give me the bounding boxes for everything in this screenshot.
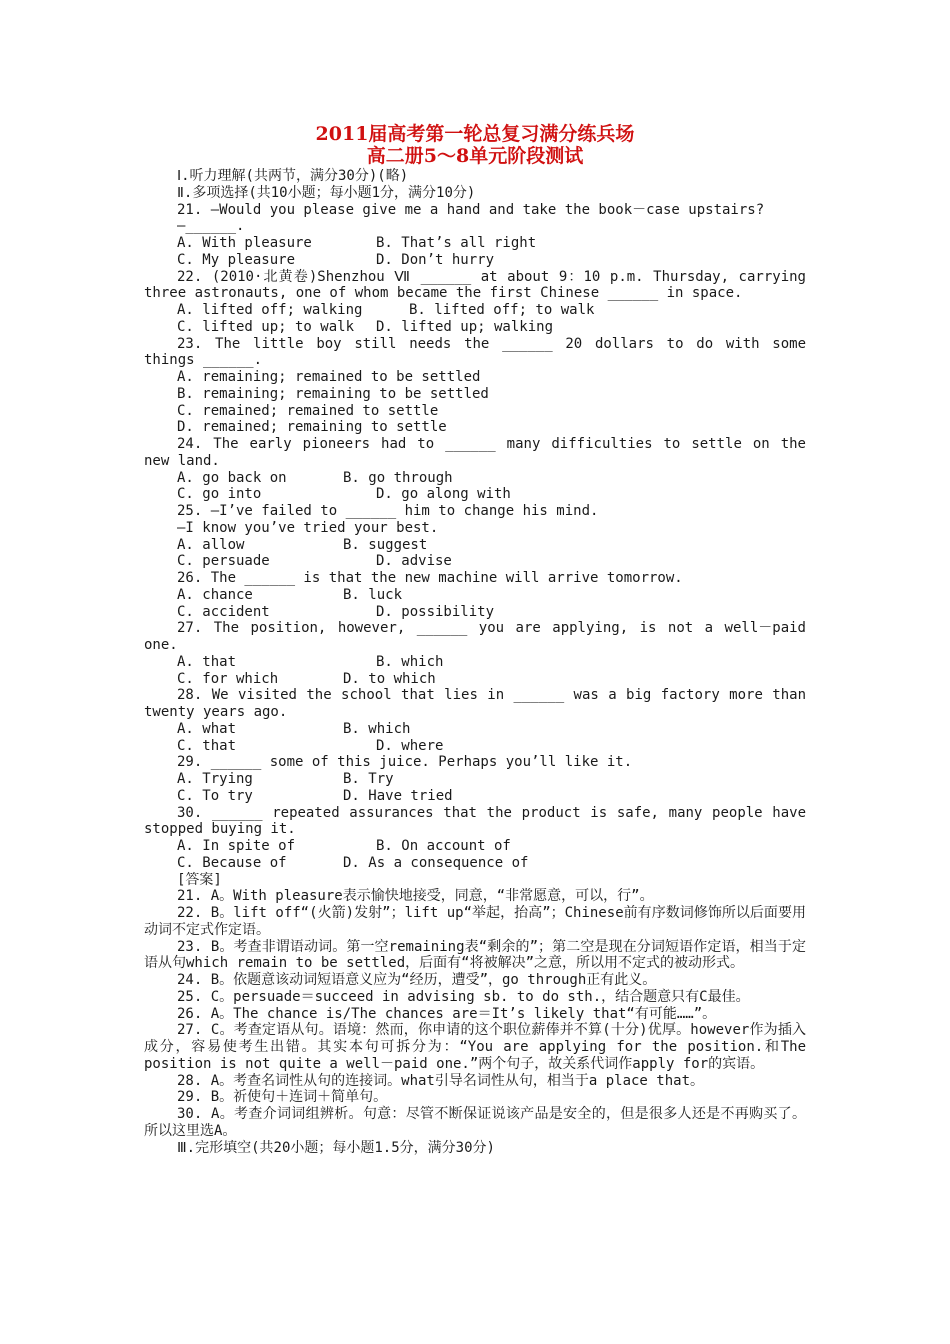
answer-list — [144, 888, 815, 1139]
answer-option: C. persuade — [177, 553, 270, 570]
question-stem: 27. The position, however, ______ you are applying, is not a well－paid one. — [144, 620, 815, 653]
answer-option: C. My pleasure — [177, 251, 296, 268]
answer-header: [答案] — [177, 871, 222, 888]
answer-option: B. lifted off; to walk — [409, 302, 595, 318]
question-stem: 23. The little boy still needs the ______ 20 dollars to do with some things ______. — [144, 335, 815, 369]
answer-option: D. to which — [343, 670, 436, 687]
document-title: 2011届高考第一轮总复习满分练兵场 — [315, 123, 635, 145]
answer-explanation: 25. C。persuade＝succeed in advising sb. to do sth.，结合题意只有C最佳。 — [177, 988, 750, 1005]
answer-option: D. go along with — [376, 486, 511, 503]
answer-option: D. where — [376, 737, 444, 754]
answer-explanation: 30. A。考查介词词组辨析。句意：尽管不断保证说该产品是安全的，但是很多人还是不再购买了。所以这里选A。 — [144, 1106, 806, 1139]
answer-option: C. remained; remained to settle — [177, 402, 439, 419]
answer-option: A. go back on — [177, 469, 287, 486]
answer-option: D. possibility — [376, 603, 495, 620]
section-listening: Ⅰ.听力理解(共两节，满分30分)(略) — [177, 168, 409, 184]
option-row — [144, 587, 806, 604]
option-row — [144, 302, 806, 319]
answer-option: D. Have tried — [343, 787, 453, 804]
answer-option: B. which — [376, 653, 444, 670]
question-stem: 28. We visited the school that lies in ______ was a big factory more than twenty years ago. — [144, 687, 815, 720]
answer-option: A. lifted off; walking — [177, 302, 363, 318]
answer-option: A. that — [177, 653, 237, 670]
option-row — [144, 788, 806, 805]
question-list — [144, 201, 815, 872]
option-row — [144, 738, 806, 755]
option-row — [144, 553, 806, 570]
answer-explanation: 22. B。lift off“(火箭)发射”；lift up“举起，抬高”；Chinese前有序数词修饰所以后面要用动词不定式作定语。 — [144, 905, 806, 938]
answer-option: B. luck — [343, 586, 403, 603]
question-stem: 29. ______ some of this juice. Perhaps you’ll like it. — [177, 754, 633, 771]
answer-explanation: 23. B。考查非谓语动词。第一空remaining表“剩余的”；第二空是现在分词短语作定语，相当于定语从句which remain to be settled，后面有“将被解决”之意，所以用不定式的被动形式。 — [144, 938, 806, 972]
answer-option: C. To try — [177, 787, 253, 804]
option-row — [144, 235, 806, 252]
answer-option: C. Because of — [177, 854, 287, 871]
answer-option: C. accident — [177, 603, 270, 620]
answer-option: A. chance — [177, 586, 253, 603]
answer-option: C. that — [177, 737, 237, 754]
question-stem-reply: —______. — [177, 218, 245, 235]
option-row — [144, 654, 806, 671]
option-row — [144, 838, 806, 855]
question-stem-reply: —I know you’ve tried your best. — [177, 519, 439, 536]
question-stem: 30. ______ repeated assurances that the product is safe, many people have stopped buying it. — [144, 804, 815, 838]
question-stem: 21. —Would you please give me a hand and take the book－case upstairs? — [177, 201, 765, 218]
answer-option: A. In spite of — [177, 838, 296, 854]
answer-option: A. allow — [177, 536, 245, 553]
option-row — [144, 671, 806, 688]
option-row — [144, 537, 806, 554]
answer-option: A. With pleasure — [177, 235, 312, 251]
answer-option: A. Trying — [177, 771, 253, 787]
option-row — [144, 470, 806, 487]
option-row — [144, 604, 806, 621]
answer-explanation: 29. B。祈使句＋连词＋简单句。 — [177, 1089, 388, 1106]
option-row — [144, 252, 806, 269]
answer-option: C. go into — [177, 486, 262, 503]
answer-option: A. what — [177, 720, 237, 737]
section-cloze: Ⅲ.完形填空(共20小题；每小题1.5分，满分30分) — [177, 1139, 495, 1156]
option-row — [144, 369, 806, 386]
answer-option: D. remained; remaining to settle — [177, 419, 447, 436]
answer-option: B. That’s all right — [376, 235, 537, 251]
answer-option: B. remaining; remaining to be settled — [177, 385, 489, 402]
answer-explanation: 26. A。The chance is/The chances are＝It’s likely that“有可能……”。 — [177, 1005, 717, 1022]
question-stem: 22. (2010·北黄卷)Shenzhou Ⅶ ______ at about 9：10 p.m. Thursday, carrying three astronauts, one of whom became the first Chinese ______ in space. — [144, 268, 815, 302]
answer-option: D. advise — [376, 553, 452, 570]
question-stem: 26. The ______ is that the new machine will arrive tomorrow. — [177, 570, 683, 586]
answer-explanation: 24. B。依题意该动词短语意义应为“经历，遭受”，go through正有此义。 — [177, 972, 657, 988]
answer-explanation: 28. A。考查名词性从句的连接词。what引导名词性从句，相当于a place that。 — [177, 1072, 705, 1089]
section-multiple-choice: Ⅱ.多项选择(共10小题；每小题1分，满分10分) — [177, 184, 476, 201]
answer-option: B. suggest — [343, 536, 428, 553]
option-row — [144, 386, 806, 403]
answer-option: B. Try — [343, 771, 394, 787]
document-page — [144, 122, 815, 1156]
option-row — [144, 403, 806, 420]
answer-explanation: 27. C。考查定语从句。语境：然而，你申请的这个职位薪俸并不算(十分)优厚。however作为插入成分，容易使考生出错。其实本句可拆分为：“You are applying for the position.和The position is not quite a well－paid one.”两个句子，故关系代词作apply for的宾语。 — [144, 1022, 815, 1072]
answer-option: A. remaining; remained to be settled — [177, 369, 481, 385]
answer-option: B. On account of — [376, 838, 511, 854]
answer-explanation: 21. A。With pleasure表示愉快地接受，同意，“非常愿意，可以，行”。 — [177, 888, 654, 905]
answer-option: C. for which — [177, 670, 279, 687]
answer-option: C. lifted up; to walk — [177, 318, 355, 335]
answer-option: D. Don’t hurry — [376, 251, 495, 268]
option-row — [144, 721, 806, 738]
option-row — [144, 319, 806, 336]
answer-option: B. go through — [343, 469, 453, 486]
question-stem: 25. —I’ve failed to ______ him to change his mind. — [177, 503, 599, 519]
option-row — [144, 419, 806, 436]
question-stem: 24. The early pioneers had to ______ many difficulties to settle on the new land. — [144, 436, 815, 469]
answer-option: D. As a consequence of — [343, 854, 529, 871]
answer-option: D. lifted up; walking — [376, 318, 554, 335]
option-row — [144, 771, 806, 788]
option-row — [144, 855, 806, 872]
document-subtitle: 高二册5～8单元阶段测试 — [366, 145, 584, 167]
answer-option: B. which — [343, 720, 411, 737]
option-row — [144, 486, 806, 503]
